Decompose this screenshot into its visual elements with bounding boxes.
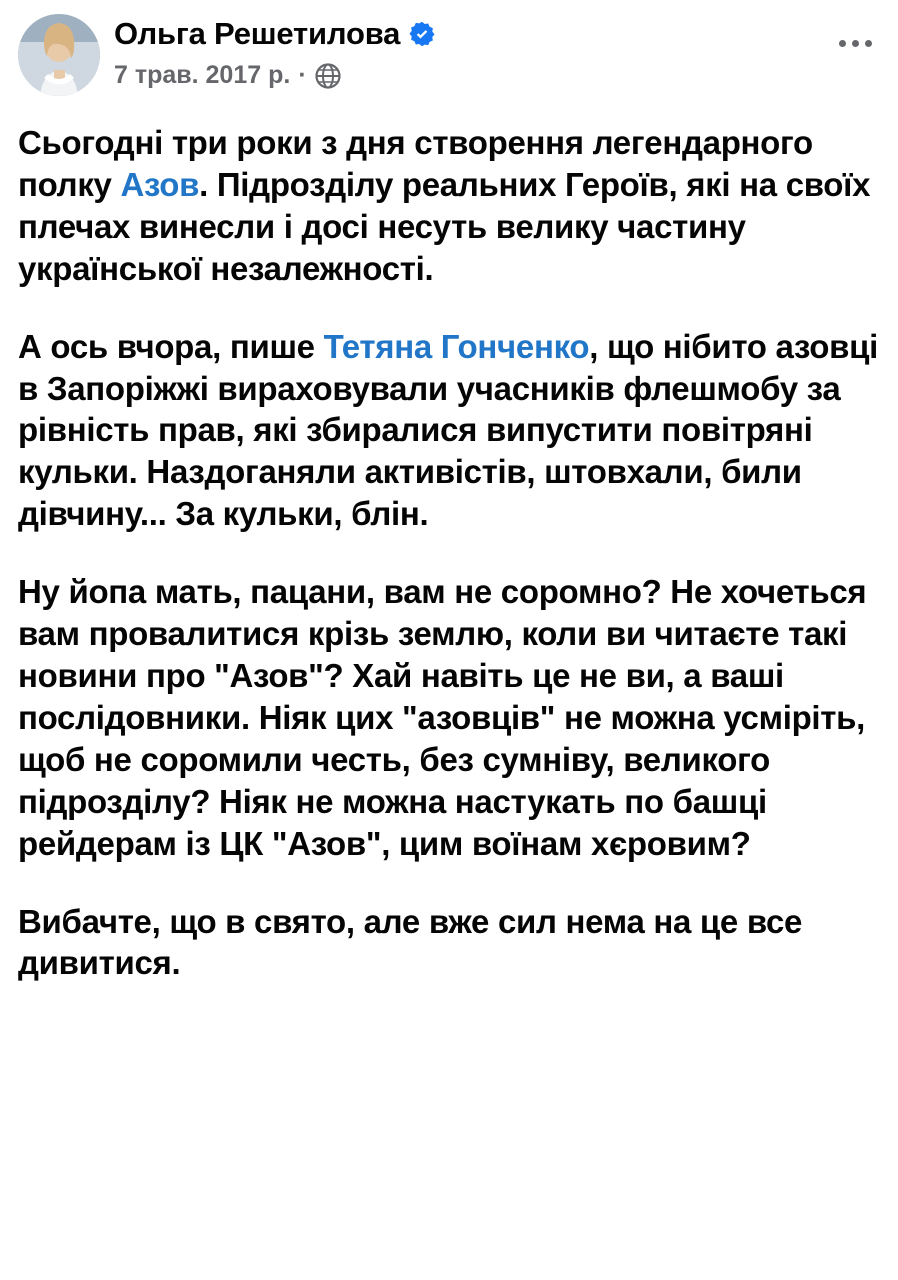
meta-separator: ·	[298, 61, 307, 89]
paragraph-1-text-before: Сьогодні три роки з дня створення легендарного полку	[18, 124, 813, 203]
author-name[interactable]: Ольга Решетилова	[114, 16, 401, 51]
ellipsis-dot	[839, 40, 846, 47]
ellipsis-dot	[865, 40, 872, 47]
post-paragraph-4: Вибачте, що в свято, але вже сил нема на це все дивитися.	[18, 902, 803, 982]
more-options-button[interactable]	[832, 28, 878, 58]
paragraph-2-text-before: А ось вчора, пише	[18, 327, 324, 365]
paragraph-1-text-after: . Підрозділу реальних Героїв, які на своїх плечах винесли і досі несуть велику частину української незалежності.	[18, 165, 871, 287]
post-paragraph-2	[18, 326, 880, 536]
post-paragraph-3: Ну йопа мать, пацани, вам не соромно? Не хочеться вам провалитися крізь землю, коли ви читаєте такі новини про "Азов"? Хай навіть це не ви, а ваші послідовники. Ніяк цих "азовців" не можна усмірiть, щоб не соромили честь, без сумніву, великого підрозділу? Ніяк не можна настукать по башці рейдерам із ЦК "Азов", цим воїнам хєровим?	[18, 573, 867, 862]
link-azov[interactable]: Азов	[120, 165, 200, 203]
avatar[interactable]	[18, 14, 100, 96]
link-tetiana-honchenko[interactable]: Тетяна Гонченко	[323, 327, 590, 365]
verified-badge-icon	[409, 21, 435, 47]
post-header	[18, 14, 880, 96]
post-header-text	[114, 14, 435, 90]
author-row	[114, 18, 435, 49]
post-content	[18, 122, 880, 984]
post-date[interactable]: 7 трав. 2017 р.	[114, 61, 291, 89]
post-meta	[114, 61, 435, 90]
post-paragraph-1	[18, 122, 880, 290]
globe-icon[interactable]	[315, 63, 341, 89]
paragraph-2-text-after: , що нібито азовці в Запоріжжі вираховували учасників флешмобу за рівність прав, які збиралися випустити повітряні кульки. Наздоганяли активістів, штовхали, били дівчину... За кульки, блін.	[18, 327, 878, 533]
ellipsis-dot	[852, 40, 859, 47]
